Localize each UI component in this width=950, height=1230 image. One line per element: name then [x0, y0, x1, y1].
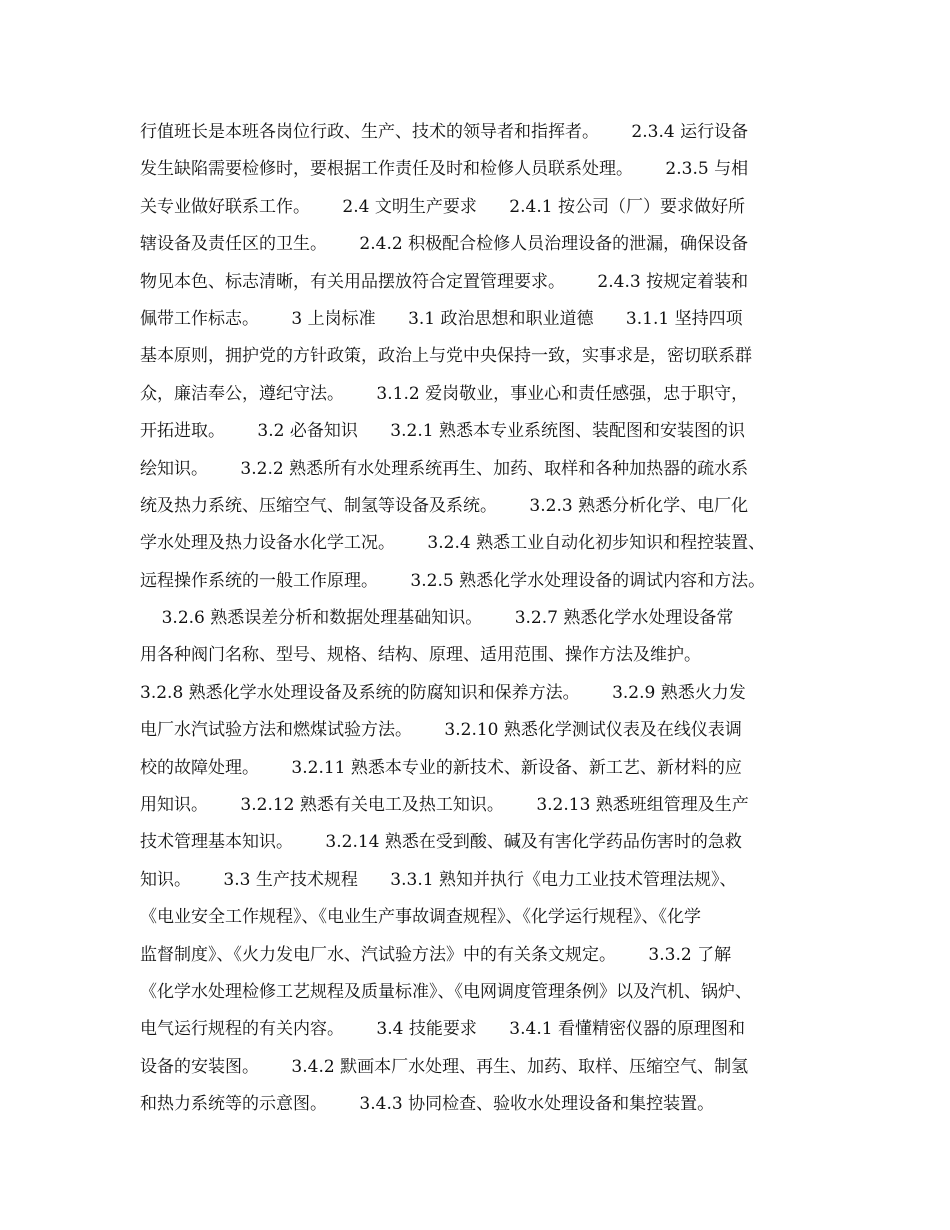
- text-line: 3.2.8 熟悉化学水处理设备及系统的防腐知识和保养方法。 3.2.9 熟悉火力发: [140, 682, 746, 703]
- text-line: 绘知识。 3.2.2 熟悉所有水处理系统再生、加药、取样和各种加热器的疏水系: [140, 458, 749, 479]
- text-line: 关专业做好联系工作。 2.4 文明生产要求 2.4.1 按公司（厂）要求做好所: [140, 196, 745, 217]
- text-line: 用知识。 3.2.12 熟悉有关电工及热工知识。 3.2.13 熟悉班组管理及生产: [140, 795, 749, 816]
- text-line: 技术管理基本知识。 3.2.14 熟悉在受到酸、碱及有害化学药品伤害时的急救: [140, 832, 742, 853]
- text-line: 行值班长是本班各岗位行政、生产、技术的领导者和指挥者。 2.3.4 运行设备: [140, 122, 749, 142]
- text-line: 物见本色、标志清晰，有关用品摆放符合定置管理要求。 2.4.3 按规定着装和: [140, 271, 749, 292]
- text-line: 《化学水处理检修工艺规程及质量标准》、《电网调度管理条例》以及汽机、锅炉、: [140, 981, 752, 1002]
- text-line: 远程操作系统的一般工作原理。 3.2.5 熟悉化学水处理设备的调试内容和方法。: [140, 570, 766, 591]
- text-line: 开拓进取。 3.2 必备知识 3.2.1 熟悉本专业系统图、装配图和安装图的识: [140, 421, 745, 442]
- text-line: 用各种阀门名称、型号、规格、结构、原理、适用范围、操作方法及维护。: [140, 645, 701, 666]
- text-line: 《电业安全工作规程》、《电业生产事故调查规程》、《化学运行规程》、《化学: [140, 907, 701, 928]
- text-line: 辖设备及责任区的卫生。 2.4.2 积极配合检修人员治理设备的泄漏，确保设备: [140, 234, 749, 255]
- text-line: 和热力系统等的示意图。 3.4.3 协同检查、验收水处理设备和集控装置。: [140, 1094, 715, 1115]
- text-line: 佩带工作标志。 3 上岗标准 3.1 政治思想和职业道德 3.1.1 坚持四项: [140, 308, 743, 329]
- text-line: 校的故障处理。 3.2.11 熟悉本专业的新技术、新设备、新工艺、新材料的应: [140, 757, 742, 778]
- text-line: 3.2.6 熟悉误差分析和数据处理基础知识。 3.2.7 熟悉化学水处理设备常: [140, 608, 734, 629]
- text-line: 众，廉洁奉公，遵纪守法。 3.1.2 爱岗敬业，事业心和责任感强，忠于职守，: [140, 383, 749, 404]
- text-line: 基本原则，拥护党的方针政策，政治上与党中央保持一致，实事求是，密切联系群: [140, 346, 752, 367]
- text-line: 设备的安装图。 3.4.2 默画本厂水处理、再生、加药、取样、压缩空气、制氢: [140, 1056, 749, 1077]
- text-line: 知识。 3.3 生产技术规程 3.3.1 熟知并执行《电力工业技术管理法规》、: [140, 869, 737, 890]
- body-text: [140, 114, 830, 1124]
- text-line: 监督制度》、《火力发电厂水、汽试验方法》中的有关条文规定。 3.3.2 了解: [140, 944, 732, 965]
- text-line: 电厂水汽试验方法和燃煤试验方法。 3.2.10 熟悉化学测试仪表及在线仪表调: [140, 720, 742, 741]
- text-line: 学水处理及热力设备水化学工况。 3.2.4 熟悉工业自动化初步知识和程控装置、: [140, 533, 766, 554]
- text-line: 统及热力系统、压缩空气、制氢等设备及系统。 3.2.3 熟悉分析化学、电厂化: [140, 495, 749, 516]
- text-line: 电气运行规程的有关内容。 3.4 技能要求 3.4.1 看懂精密仪器的原理图和: [140, 1019, 745, 1040]
- text-line: 发生缺陷需要检修时，要根据工作责任及时和检修人员联系处理。 2.3.5 与相: [140, 159, 749, 180]
